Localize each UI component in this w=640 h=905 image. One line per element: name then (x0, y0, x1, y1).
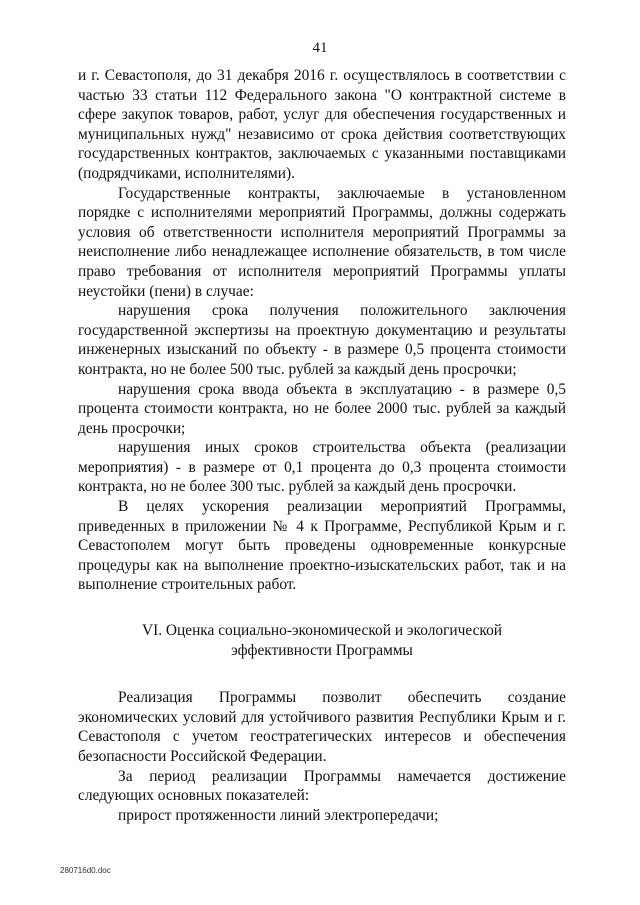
section-heading-line-1: VI. Оценка социально-экономической и экологической (141, 622, 503, 640)
paragraphs-before-heading (78, 66, 566, 595)
paragraph: За период реализации Программы намечается достижение следующих основных показателей: (78, 767, 566, 805)
paragraph: В целях ускорения реализации мероприятий Программы, приведенных в приложении № 4 к Программе, Республикой Крым и г. Севастополем могут быть проведены одновременные конкурсные процедуры как на выполнение проектно-изыскательских работ, так и на выполнение строительных работ. (78, 498, 566, 594)
paragraph: Государственные контракты, заключаемые в установленном порядке с исполнителями мероприятий Программы, должны содержать условия об ответственности исполнителя мероприятий Программы за неисполнение либо ненадлежащее исполнение обязательств, в том числе право требования от исполнителя мероприятий Программы уплаты неустойки (пени) в случае: (78, 184, 566, 300)
heading-spacer (78, 660, 566, 688)
paragraph: и г. Севастополя, до 31 декабря 2016 г. осуществлялось в соответствии с частью 33 статьи 112 Федерального закона "О контрактной системе в сфере закупок товаров, работ, услуг для обеспечения государственных и муниципальных нужд" независимо от срока действия соответствующих государственных контрактов, заключаемых с указанными поставщиками (подрядчиками, исполнителями). (78, 67, 566, 182)
paragraph: нарушения срока ввода объекта в эксплуатацию - в размере 0,5 процента стоимости контракта, но не более 2000 тыс. рублей за каждый день просрочки; (78, 380, 566, 437)
paragraph: нарушения срока получения положительного заключения государственной экспертизы на проектную документацию и результаты инженерных изысканий по объекту - в размере 0,5 процента стоимости контракта, но не более 500 тыс. рублей за каждый день просрочки; (78, 302, 566, 378)
section-heading (78, 621, 566, 660)
paragraph: нарушения иных сроков строительства объекта (реализации мероприятия) - в размере от 0,1 процента до 0,3 процента стоимости контракта, но не более 300 тыс. рублей за каждый день просрочки. (78, 439, 566, 496)
file-footer: 280716d0.doc (60, 866, 111, 875)
document-body (78, 66, 566, 825)
page-number: 41 (312, 40, 328, 56)
section-heading-line-2: эффективности Программы (231, 641, 413, 659)
paragraphs-after-heading (78, 688, 566, 825)
paragraph: прирост протяженности линий электропередачи; (118, 806, 439, 824)
paragraph: Реализация Программы позволит обеспечить создание экономических условий для устойчивого развития Республики Крым и г. Севастополя с учетом геостратегических интересов и обеспечения безопасности Российской Федерации. (78, 689, 566, 765)
